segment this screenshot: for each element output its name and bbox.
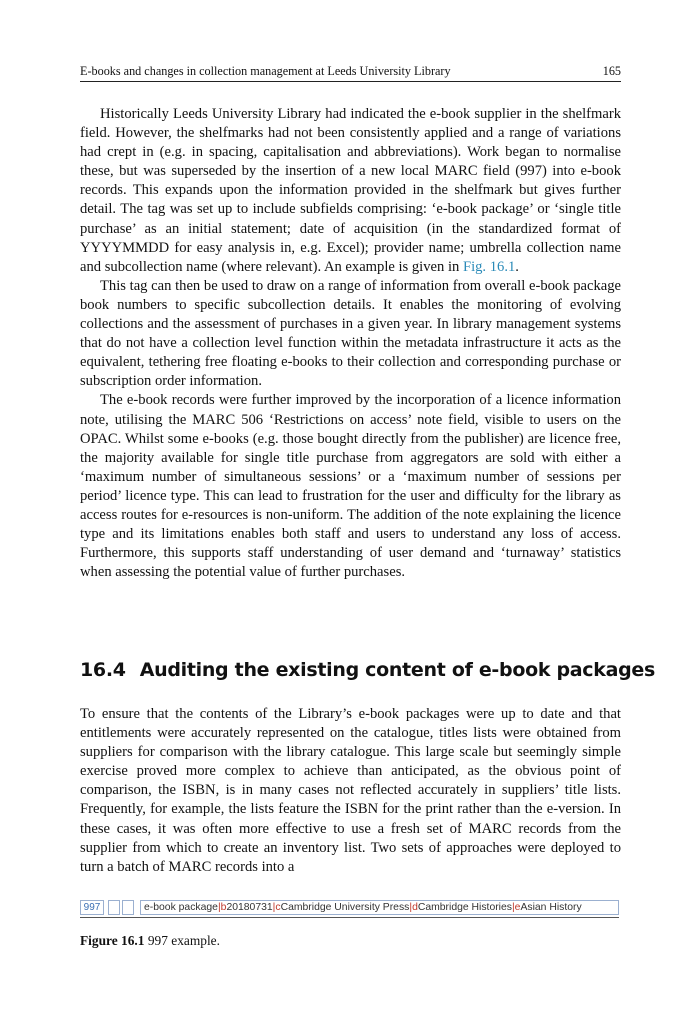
section-title: Auditing the existing content of e-book packages (139, 659, 656, 681)
marc-indicator-1 (108, 900, 120, 915)
marc-field-value (140, 900, 619, 915)
figure-caption (80, 933, 220, 949)
marc-indicator-2 (122, 900, 134, 915)
paragraph: To ensure that the contents of the Library’s e-book packages were up to date and that entitlements were accurately represented on the catalogue, titles lists were obtained from suppliers for comparison with the library catalogue. This large scale but seemingly simple exercise proved more complex to achieve than anticipated, as the obvious point of comparison, the ISBN, is in many cases not reflected accurately in suppliers’ title lists. Frequently, for example, the lists feature the ISBN for the print rather than the e-version. In these cases, it was often more effective to use a fresh set of MARC records from the supplier from which to create an inventory list. Two sets of approaches were deployed to turn a batch of MARC records into a (80, 706, 621, 875)
section-heading (80, 659, 656, 681)
body-section-2 (80, 705, 621, 877)
subfield-delimiter: | (511, 902, 515, 913)
subfield-value: Asian History (520, 902, 582, 913)
marc-field-figure (80, 898, 619, 918)
subfield-value: e-book package (144, 902, 218, 913)
header-divider (80, 81, 621, 82)
marc-tag-box: 997 (80, 900, 104, 915)
subfield-value: Cambridge Histories (417, 902, 512, 913)
body-section-1 (80, 105, 621, 582)
subfield-value: 20180731 (226, 902, 273, 913)
page-number: 165 (602, 64, 621, 78)
paragraph: Historically Leeds University Library had indicated the e-book supplier in the shelfmark field. However, the shelfmarks had not been consistently applied and a range of variations had crept in (e.g. in spacing, capitalisation and abbreviations). Work began to normalise these, but was superseded by the insertion of a new local MARC field (997) into e-book records. This expands upon the information provided in the shelfmark but gives further detail. The tag was set up to include subfields comprising: ‘e-book package’ or ‘single title purchase’ as an initial statement; date of acquisition (in the standardized format of YYYYMMDD for easy analysis in, e.g. Excel); provider name; umbrella collection name and subcollection name (where relevant). An example is given in Fig. 16.1. (80, 106, 621, 275)
subfield-code: b (220, 902, 227, 913)
subfield-delimiter: | (409, 902, 413, 913)
subfield-delimiter: | (217, 902, 221, 913)
figure-caption-text: 997 example. (147, 933, 220, 948)
figure-caption-label: Figure 16.1 (80, 933, 145, 948)
subfield-value: Cambridge University Press (280, 902, 410, 913)
running-head (80, 64, 621, 79)
subfield-code: d (412, 902, 418, 913)
subfield-code: e (514, 902, 521, 913)
section-number: 16.4 (80, 659, 126, 681)
paragraph: This tag can then be used to draw on a range of information from overall e-book package book numbers to specific subcollection details. It enables the monitoring of evolving collections and the assessment of purchases in a given year. In library management systems that do not have a collection level function within the metadata infrastructure it acts as the equivalent, tethering free floating e-books to their collection and corresponding purchase or subscription order information. (80, 277, 621, 390)
running-head-title: E-books and changes in collection management at Leeds University Library (80, 64, 451, 78)
subfield-delimiter: | (272, 902, 276, 913)
figure-reference-link[interactable]: Fig. 16.1 (462, 258, 516, 275)
paragraph: The e-book records were further improved by the incorporation of a licence information note, utilising the MARC 506 ‘Restrictions on access’ note field, visible to users on the OPAC. Whilst some e-books (e.g. those bought directly from the publisher) are licence free, the majority available for single title purchase from aggregators are sold with either a ‘maximum number of simultaneous sessions’ or a ‘maximum number of sessions per period’ licence type. This can lead to frustration for the user and difficulty for the library as access routes for e-resources is non-uniform. The addition of the note explaining the licence type and its limitations enables both staff and users to understand any loss of access. Furthermore, this supports staff understanding of user demand and ‘turnaway’ statistics when assessing the potential value of further purchases. (80, 392, 621, 581)
subfield-code: c (275, 902, 281, 913)
